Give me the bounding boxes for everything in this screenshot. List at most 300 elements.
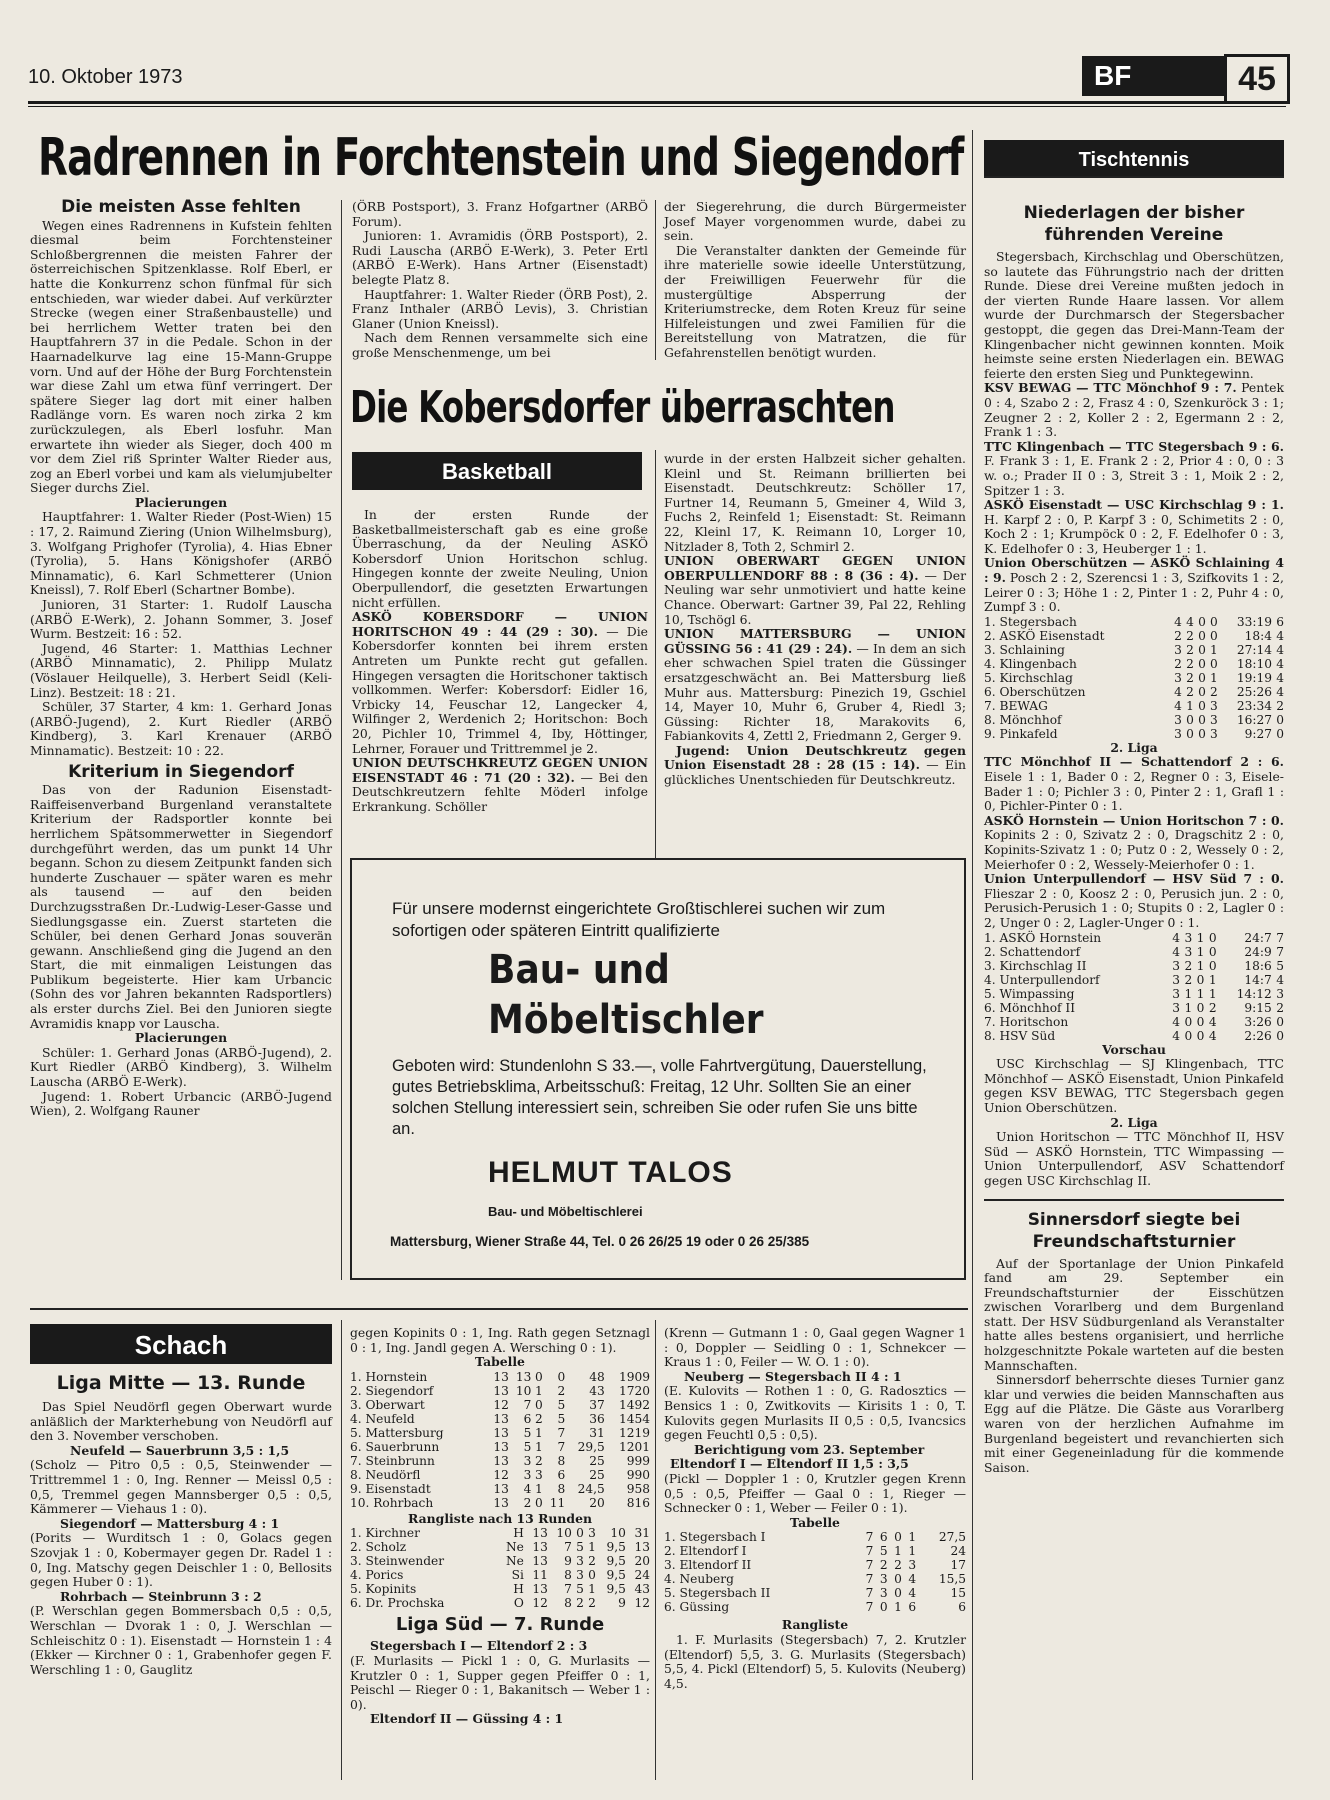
table-row xyxy=(350,1540,650,1554)
table-cell: 3 xyxy=(1174,712,1182,727)
table-cell: 6 xyxy=(908,1600,917,1615)
subhead-kriterium: Kriterium in Siegendorf xyxy=(68,761,294,782)
table-cell: 0 xyxy=(1186,726,1194,741)
table-cell: 4. Unterpullendorf xyxy=(984,972,1100,987)
liga-mitte-table xyxy=(350,1370,650,1510)
match-text: — Der Neuling war sehr unmotiviert und hatte keine Chance. Oberwart: Gartner 39, Pal 22, Rehling 10, Tschögl 6. xyxy=(664,567,966,627)
paper-logo: BF xyxy=(1082,56,1229,96)
table-cell: 1720 xyxy=(618,1383,650,1398)
table-cell: 3. Kirchschlag II xyxy=(984,958,1087,973)
match-text: Flieszar 2 : 0, Koosz 2 : 0, Perusich jun. 2 : 0, Perusich-Perusich 1 : 0; Stupits 0 : 2, Lagler 0 : 2, Unger 0 : 2, Lagler-Unger 0 : 1. xyxy=(984,885,1284,930)
table-cell: 2. Siegendorf xyxy=(350,1383,434,1398)
table-cell: 0 xyxy=(1208,958,1217,973)
table-row xyxy=(984,727,1284,741)
table-cell: 11 xyxy=(549,1495,566,1510)
table-cell: 15,5 xyxy=(938,1572,966,1587)
table-cell: 5 xyxy=(576,1582,584,1597)
table-cell: 13 xyxy=(532,1582,548,1597)
result-junioren: Junioren, 31 Starter: 1. Rudolf Lauscha (ARBÖ E-Werk), 2. Johann Sommer, 3. Josef Wurm. Bestzeit: 16 : 52. xyxy=(30,597,332,642)
table-row xyxy=(350,1496,650,1510)
table-cell: 9. Eisenstadt xyxy=(350,1481,431,1496)
table-cell: 12 xyxy=(493,1467,509,1482)
result-schueler-2: Schüler: 1. Gerhard Jonas (ARBÖ-Jugend), 2. Kurt Riedler (ARBÖ Kindberg), 3. Wilhelm Lauscha (ARBÖ E-Werk). xyxy=(30,1044,332,1090)
table-cell: O xyxy=(513,1596,524,1611)
table-cell: 17 xyxy=(950,1558,966,1573)
table-row xyxy=(664,1558,966,1572)
section-rule xyxy=(984,1199,1284,1201)
table-cell: 3 xyxy=(1210,712,1218,727)
table-cell: 2 xyxy=(1276,698,1284,713)
result-jugend: Jugend, 46 Starter: 1. Matthias Lechner (ARBÖ Minnamatic), 2. Philipp Mulatz (Vöslauer Heilquelle), 3. Herbert Seidl (Keli-Linz). Bestzeit: 18 : 21. xyxy=(30,640,332,700)
table-cell: 24:7 xyxy=(1244,930,1272,945)
match-text: (Scholz — Pitro 0,5 : 0,5, Steinwender — Trittremmel 1 : 0, Ing. Renner — Meissl 0,5 : 0,5, Tremmel gegen Mannsberger 0,5 : 0,5, Kämmerer — Viehaus 1 : 0). xyxy=(30,1457,332,1517)
rangliste-text: 1. F. Murlasits (Stegersbach) 7, 2. Krutzler (Eltendorf) 5,5, 3. G. Murlasits (Stegersbach) 5,5, 4. Pickl (Eltendorf) 5, 5. Kulovits (Neuberg) 4,5. xyxy=(664,1631,966,1691)
basketball-banner: Basketball xyxy=(352,452,642,490)
column-divider xyxy=(655,200,656,360)
match-heading: Union Oberschützen — ASKÖ Schlaining 4 : 9. xyxy=(984,555,1284,586)
basketball-column-2 xyxy=(664,452,966,788)
tischtennis-table xyxy=(984,615,1284,741)
table-cell: 24 xyxy=(950,1544,966,1559)
table-cell: 1201 xyxy=(618,1439,650,1454)
match-heading: Neufeld — Sauerbrunn 3,5 : 1,5 xyxy=(70,1442,290,1458)
match-text: (Krenn — Gutmann 1 : 0, Gaal gegen Wagner 1 : 0, Doppler — Seidling 0 : 1, Schnekcer — Kraus 1 : 0, Feiler — W. O. 1 : 0). xyxy=(664,1325,966,1370)
table-cell: 33:19 xyxy=(1236,614,1272,629)
table-cell: 9 xyxy=(564,1554,572,1569)
table-cell: 4 xyxy=(523,1481,532,1496)
table-row xyxy=(350,1526,650,1540)
table-cell: 1 xyxy=(1196,944,1205,959)
table-cell: 7 xyxy=(557,1425,566,1440)
paragraph: Junioren: 1. Avramidis (ÖRB Postsport), 2. Rudi Lauscha (ARBÖ E-Werk), 3. Peter Ertl (ARBÖ E-Werk). Hans Artner (Eisenstadt) belegte Platz 8. xyxy=(352,228,648,287)
liga-2-heading: 2. Liga xyxy=(1110,739,1158,755)
table-cell: 0 xyxy=(1198,698,1206,713)
table-cell: 9,5 xyxy=(606,1540,626,1555)
table-cell: 7 xyxy=(865,1572,874,1587)
table-cell: 0 xyxy=(1198,628,1206,643)
table-cell: 10 xyxy=(515,1383,532,1398)
table-cell: 43 xyxy=(634,1582,650,1597)
table-row xyxy=(984,657,1284,671)
table-row xyxy=(664,1572,966,1586)
table-cell: 1 xyxy=(1184,986,1193,1001)
placierungen-heading: Placierungen xyxy=(134,1030,228,1046)
column-divider xyxy=(655,1320,656,1780)
table-cell: 9,5 xyxy=(606,1568,626,1583)
table-cell: 0 xyxy=(1208,930,1217,945)
table-cell: 1. ASKÖ Hornstein xyxy=(984,930,1102,945)
paragraph: Auf der Sportanlage der Union Pinkafeld fand am 29. September ein Freundschaftsturnier der Eisschützen zwischen Vorarlberg und dem Burgenland statt. Der HSV Südburgenland als Veranstalter hatte alles bestens organisiert, und herrliche holzgeschnitzte Pokale warteten auf die besten Mannschaften. xyxy=(984,1255,1284,1373)
table-cell: 6 xyxy=(1276,614,1284,629)
table-cell: 5. Wimpassing xyxy=(984,986,1075,1001)
table-cell: 13 xyxy=(515,1369,532,1384)
table-cell: 0 xyxy=(1276,712,1284,727)
schach-rule xyxy=(30,1308,968,1310)
table-cell: 2 xyxy=(1184,958,1193,973)
table-cell: 0 xyxy=(1196,1000,1205,1015)
schach-column-3 xyxy=(664,1326,966,1691)
table-cell: 4 xyxy=(908,1572,917,1587)
table-cell: 2 xyxy=(1210,684,1218,699)
table-cell: 9:15 xyxy=(1244,1000,1272,1015)
table-cell: 5. Mattersburg xyxy=(350,1425,444,1440)
match-text: (Pickl — Doppler 1 : 0, Krutzler gegen Krenn 0,5 : 0,5, Pfeiffer — Gaal 0 : 1, Rieger — Schnecker 0 : 1, Weber — Feiler 0 : 1). xyxy=(664,1470,966,1516)
match-text: (E. Kulovits — Rothen 1 : 0, G. Radosztics — Bensics 1 : 0, Zwitkovits — Kirisits 1 : 0, T. Kulovits gegen Murlasits II 0,5 : 0,5, Ivancsics gegen Feuchtl 0,5 : 0,5). xyxy=(664,1383,966,1443)
header-rule xyxy=(28,101,1286,104)
table-cell: 36 xyxy=(589,1411,605,1426)
table-cell: 0 xyxy=(1276,726,1284,741)
match-text: F. Frank 3 : 1, E. Frank 2 : 2, Prior 4 : 0, 0 : 3 w. o.; Prader II 0 : 3, Streit 3 : 1, Moik 2 : 2, Spitzer 1 : 3. xyxy=(984,453,1284,498)
table-cell: 1 xyxy=(908,1530,917,1545)
table-cell: 3 xyxy=(1276,986,1284,1001)
table-cell: 2 xyxy=(1186,628,1194,643)
table-cell: 4 xyxy=(1174,684,1182,699)
table-cell: 1 xyxy=(534,1481,543,1496)
table-cell: 1 xyxy=(588,1540,596,1555)
table-cell: 5. Kopinits xyxy=(350,1582,417,1597)
table-row xyxy=(350,1482,650,1496)
table-cell: 1 xyxy=(1186,698,1194,713)
table-cell: 27:14 xyxy=(1236,642,1272,657)
table-cell: 4. Neuberg xyxy=(664,1572,734,1587)
table-cell: 1 xyxy=(588,1582,596,1597)
table-row xyxy=(350,1568,650,1582)
table-cell: 1492 xyxy=(618,1397,650,1412)
match-heading: Union Unterpullendorf — HSV Süd 7 : 0. xyxy=(984,871,1284,887)
table-cell: 0 xyxy=(1184,1014,1193,1029)
table-cell: 958 xyxy=(626,1481,650,1496)
table-cell: 6. Sauerbrunn xyxy=(350,1439,440,1454)
table-cell: 3 xyxy=(1172,972,1181,987)
liga-sued-table xyxy=(664,1530,966,1614)
ad-intro: Für unsere modernst eingerichtete Großtischlerei suchen wir zum sofortigen oder späteren Eintritt qualifizierte xyxy=(392,899,886,940)
match-heading: Rohrbach — Steinbrunn 3 : 2 xyxy=(60,1588,262,1604)
table-cell: 4 xyxy=(1172,1014,1181,1029)
paragraph: Die Veranstalter dankten der Gemeinde für ihre materielle sowie ideelle Unterstützung, der Freiwilligen Feuerwehr für die mustergültige Absperrung der Kriteriumstrecke, dem Roten Kreuz für seine Hilfeleistungen und zwei Familien für die Bereitstellung von Matratzen, die für Gefahrenstellen benötigt wurden. xyxy=(664,242,966,360)
table-cell: 25:26 xyxy=(1236,684,1272,699)
table-cell: 24 xyxy=(634,1568,650,1583)
table-cell: 13 xyxy=(634,1540,650,1555)
table-cell: 13 xyxy=(493,1369,509,1384)
table-cell: 12 xyxy=(493,1397,509,1412)
table-row xyxy=(984,973,1284,987)
table-cell: 3:26 xyxy=(1244,1014,1272,1029)
table-cell: 0 xyxy=(1210,656,1218,671)
table-cell: 7. Steinbrunn xyxy=(350,1453,435,1468)
match-heading: Eltendorf I — Eltendorf II 1,5 : 3,5 xyxy=(670,1456,909,1472)
header-rule-thin xyxy=(28,106,1286,107)
table-cell: 4 xyxy=(1276,642,1284,657)
ad-company: HELMUT TALOS xyxy=(488,1156,733,1189)
issue-date: 10. Oktober 1973 xyxy=(28,66,183,88)
table-cell: 9 xyxy=(618,1596,626,1611)
table-cell: 16:27 xyxy=(1236,712,1272,727)
table-cell: 9. Pinkafeld xyxy=(984,726,1058,741)
tischtennis-headline: Niederlagen der bisher führenden Vereine xyxy=(1023,203,1245,245)
table-row xyxy=(350,1370,650,1384)
table-cell: 25 xyxy=(589,1467,605,1482)
table-row xyxy=(350,1454,650,1468)
table-cell: 2 xyxy=(534,1411,543,1426)
table-cell: 13 xyxy=(532,1526,548,1541)
column-divider xyxy=(972,130,973,1780)
table-row xyxy=(984,945,1284,959)
table-cell: 0 xyxy=(1198,656,1206,671)
match-heading: UNION DEUTSCHKREUTZ GEGEN UNION EISENSTADT 46 : 71 (20 : 32). xyxy=(352,755,648,785)
table-cell: 37 xyxy=(589,1397,605,1412)
table-row xyxy=(664,1544,966,1558)
main-headline: Radrennen in Forchtenstein und Siegendorf xyxy=(38,128,964,188)
table-cell: 0 xyxy=(1208,944,1217,959)
table-cell: 1 xyxy=(534,1383,543,1398)
table-cell: 1219 xyxy=(618,1425,650,1440)
table-cell: 0 xyxy=(894,1586,902,1601)
table-cell: 18:10 xyxy=(1236,656,1272,671)
table-cell: 3 xyxy=(1184,944,1193,959)
table-cell: 29,5 xyxy=(577,1439,605,1454)
match-heading: Siegendorf — Mattersburg 4 : 1 xyxy=(60,1515,280,1531)
table-cell: 3 xyxy=(1174,670,1182,685)
match-heading: KSV BEWAG — TTC Mönchhof 9 : 7. xyxy=(984,380,1237,396)
table-cell: 4 xyxy=(1276,972,1284,987)
table-cell: 6 xyxy=(523,1411,532,1426)
table-cell: 4 xyxy=(1276,684,1284,699)
table-cell: 5 xyxy=(557,1411,566,1426)
table-cell: 2 xyxy=(1186,642,1194,657)
table-cell: 2 xyxy=(1276,1000,1284,1015)
match-heading: TTC Klingenbach — TTC Stegersbach 9 : 6. xyxy=(984,438,1284,454)
paragraph: USC Kirchschlag — SJ Klingenbach, TTC Mönchhof — ASKÖ Eisenstadt, Union Pinkafeld gegen KSV BEWAG, TTC Stegersbach gegen Union Oberschützen. xyxy=(984,1056,1284,1115)
table-cell: 19:19 xyxy=(1236,670,1272,685)
table-cell: 0 xyxy=(1196,1028,1205,1043)
table-cell: 3 xyxy=(908,1558,917,1573)
ad-title-line1: Bau- und xyxy=(488,947,670,993)
table-cell: 6. Mönchhof II xyxy=(984,1000,1076,1015)
table-cell: 13 xyxy=(493,1481,509,1496)
paragraph: Das von der Radunion Eisenstadt-Raiffeisenverband Burgenland veranstaltete Kriterium der Radsportler konnte bei herrlichem Spätsommerwetter in Siegendorf durchgeführt werden, das um punkt 14 Uhr begann. Schon zu diesem Zeitpunkt fanden sich hunderte Zuschauer — später waren es mehr als tausend — auf den beiden Durchzugsstraßen Dr.-Ludwig-Leser-Gasse und Siedlungsgasse ein. Zuerst starteten die Schüler, bei denen Gerhard Jonas souverän gewann. Anschließend ging die Jugend an den Start, die mit einmaligen Leistungen das Publikum begeisterte. Hier kam Urbancic (Sohn des vor Jahren bekannten Radsportlers) als erster durchs Ziel. Bei den Junioren siegte Avramidis knapp vor Lauscha. xyxy=(30,782,332,1031)
table-cell: 3. Eltendorf II xyxy=(664,1558,752,1573)
table-row xyxy=(350,1440,650,1454)
table-row xyxy=(350,1426,650,1440)
table-cell: 2 xyxy=(1174,656,1182,671)
table-cell: 0 xyxy=(576,1526,584,1541)
table-row xyxy=(984,699,1284,713)
table-cell: 4 xyxy=(1174,614,1182,629)
table-cell: 43 xyxy=(589,1383,605,1398)
table-cell: 1 xyxy=(1196,986,1205,1001)
table-cell: 1. Hornstein xyxy=(350,1369,428,1384)
match-text: (F. Murlasits — Pickl 1 : 0, G. Murlasits — Krutzler 0 : 1, Supper gegen Pfeiffer 0 : 1, Peischl — Rieger 0 : 1, Bakanitsch — Weber 1 : 0). xyxy=(350,1652,650,1712)
table-cell: 3 xyxy=(523,1467,532,1482)
table-cell: 31 xyxy=(589,1425,605,1440)
table-cell: 1909 xyxy=(618,1369,650,1384)
table-cell: 11 xyxy=(532,1568,548,1583)
table-cell: 13 xyxy=(493,1411,509,1426)
table-row xyxy=(350,1468,650,1482)
table-cell: 2 xyxy=(1186,684,1194,699)
table-cell: 3. Oberwart xyxy=(350,1397,425,1412)
table-cell: 12 xyxy=(532,1596,548,1611)
table-row xyxy=(350,1412,650,1426)
table-cell: 7 xyxy=(865,1558,874,1573)
schach-column-2 xyxy=(350,1326,650,1727)
tischtennis-column xyxy=(984,200,1284,1475)
table-cell: 1 xyxy=(1210,670,1218,685)
table-cell: 10 xyxy=(556,1526,572,1541)
schach-column-1 xyxy=(30,1372,332,1677)
table-cell: 18:6 xyxy=(1244,958,1272,973)
table-cell: 7 xyxy=(865,1586,874,1601)
table-cell: 0 xyxy=(1210,628,1218,643)
banner-underline xyxy=(984,176,1284,186)
table-row xyxy=(350,1384,650,1398)
table-title: Tabelle xyxy=(790,1514,840,1530)
paragraph: Hauptfahrer: 1. Walter Rieder (ÖRB Post), 2. Franz Inthaler (ARBÖ Levis), 3. Christian Glaner (Union Kneissl). xyxy=(352,286,648,331)
match-text: (P. Werschlan gegen Bommersbach 0,5 : 0,5, Werschlan — Dvorak 1 : 0, J. Werschlan — Schleischitz 0 : 1). Eisenstadt — Hornstein 1 : 4 (Ekker — Kirchner 0 : 1, Grabenhofer gegen F. Werschling 1 : 0, Gauglitz xyxy=(30,1603,332,1677)
paragraph: gegen Kopinits 0 : 1, Ing. Rath gegen Setznagl 0 : 1, Ing. Jandl gegen A. Wersching 0 : 1). xyxy=(350,1325,650,1355)
table-cell: 7 xyxy=(865,1544,874,1559)
table-cell: 6 xyxy=(879,1530,888,1545)
ad-body: Geboten wird: Stundenlohn S 33.—, volle Fahrtvergütung, Dauerstellung, gutes Betriebsklima, Arbeitsschuß: Freitag, 12 Uhr. Sollten Sie an einer solchen Stellung interessiert sein, schreiben Sie oder rufen Sie uns bitte an. xyxy=(392,1057,927,1138)
table-cell: 12 xyxy=(634,1596,650,1611)
table-cell: 8 xyxy=(564,1568,572,1583)
match-heading: Jugend: Union Deutschkreutz gegen Union Eisenstadt 28 : 28 (15 : 14). xyxy=(664,742,966,773)
match-text: — In dem an sich eher schwachen Spiel traten die Güssinger ersatzgeschwächt an. Bei Mattersburg ließ Muhr aus. Mattersburg: Pinezich 19, Gschiel 14, Mayer 10, Muhr 6, Gruber 4, Riedl 3; Güssing: Richter 18, Marakovits 6, Fabiankovits 4, Zettl 2, Friedmann 2, Gerger 9. xyxy=(664,640,966,744)
column-divider xyxy=(341,1320,342,1780)
table-cell: 2 xyxy=(1208,1000,1217,1015)
table-cell: 4 xyxy=(1186,614,1194,629)
table-cell: 6 xyxy=(958,1600,966,1615)
table-cell: 0 xyxy=(588,1568,596,1583)
table-cell: 3 xyxy=(588,1526,596,1541)
table-cell: 0 xyxy=(879,1600,888,1615)
table-cell: 2. Eltendorf I xyxy=(664,1544,747,1559)
table-cell: 1 xyxy=(1208,972,1217,987)
table-cell: 5 xyxy=(576,1540,584,1555)
match-heading: ASKÖ KOBERSDORF — UNION HORITSCHON 49 : 44 (29 : 30). xyxy=(352,609,648,639)
table-cell: 8. HSV Süd xyxy=(984,1028,1056,1043)
match-heading: ASKÖ Eisenstadt — USC Kirchschlag 9 : 1. xyxy=(984,497,1284,513)
table-cell: 2 xyxy=(588,1554,596,1569)
table-cell: 816 xyxy=(626,1495,650,1510)
table-cell: 3. Steinwender xyxy=(350,1554,445,1569)
table-cell: 1 xyxy=(534,1439,543,1454)
table-cell: 31 xyxy=(634,1526,650,1541)
table-cell: 0 xyxy=(1276,1028,1284,1043)
table-cell: 1 xyxy=(894,1600,902,1615)
paragraph: Wegen eines Radrennens in Kufstein fehlten diesmal beim Forchtensteiner Schloßbergrennen die meisten Fahrer der österreichischen Spitzenklasse. Rolf Eberl, er hatte die Konkurrenz schon fünfmal für sich entschieden, war wieder dabei. Auf verkürzter Strecke (wegen einer Straßenbaustelle) und bei herrlichem Wetter traten bei den Hauptfahrern 37 in die Pedale. Schon in der Haarnadelkurve lag eine 15-Mann-Gruppe vorn. Und auf der Höhe der Burg Forchtenstein war diese Zahl um etwa fünf verringert. Der spätere Sieger lag dort mit einer halben Radlänge vorn. Es waren noch zirka 2 km zurückzulegen, als Eberl losfuhr. Man erwartete ihn wieder als Sieger, doch 400 m vor dem Ziel riß Sprinter Walter Rieder aus, zog an Eberl vorbei und kam als vielumjubelter Sieger durchs Ziel. xyxy=(30,217,332,496)
table-cell: 0 xyxy=(1184,1028,1193,1043)
table-cell: 18:4 xyxy=(1244,628,1272,643)
table-cell: 48 xyxy=(589,1369,605,1384)
match-heading: Neuberg — Stegersbach II 4 : 1 xyxy=(684,1368,902,1384)
table-cell: 3 xyxy=(879,1586,888,1601)
table-row xyxy=(984,643,1284,657)
table-cell: 3 xyxy=(1174,642,1182,657)
table-cell: 7 xyxy=(564,1540,572,1555)
match-heading: UNION MATTERSBURG — UNION GÜSSING 56 : 41 (29 : 24). xyxy=(664,626,966,656)
table-cell: 4 xyxy=(1276,628,1284,643)
table-cell: 0 xyxy=(534,1369,543,1384)
radrennen-column-2 xyxy=(352,200,648,361)
table-cell: Ne xyxy=(505,1540,524,1555)
table-cell: 7 xyxy=(865,1530,874,1545)
table-cell: 1 xyxy=(1184,1000,1193,1015)
table-cell: 0 xyxy=(1198,642,1206,657)
liga-sued-heading: Liga Süd — 7. Runde xyxy=(395,1614,605,1636)
table-row xyxy=(984,629,1284,643)
table-cell: 1 xyxy=(1208,986,1217,1001)
result-hauptfahrer: Hauptfahrer: 1. Walter Rieder (Post-Wien) 15 : 17, 2. Raimund Ziering (Union Wilhelmsburg), 3. Wolfgang Prighofer (Tyrolia), 4. Hias Ebner (Tyrolia), 5. Hans Königshofer (ARBÖ Minnamatic), 6. Karl Schmetterer (Union Kneissl), 7. Rolf Eberl (Schartner Bombe). xyxy=(30,509,332,598)
result-schueler: Schüler, 37 Starter, 4 km: 1. Gerhard Jonas (ARBÖ-Jugend), 2. Kurt Riedler (ARBÖ Kindberg), 3. Karl Krenauer (ARBÖ Minnamatic). Bestzeit: 10 : 22. xyxy=(30,699,332,758)
table-cell: 3 xyxy=(576,1568,584,1583)
table-cell: 13 xyxy=(532,1540,548,1555)
table-cell: 13 xyxy=(493,1383,509,1398)
table-cell: 5 xyxy=(879,1544,888,1559)
match-text: (Porits — Wurditsch 1 : 0, Golacs gegen Szovjak 1 : 0, Kobermayer gegen Dr. Radel 1 : 0, Ing. Matschy gegen Deischler 1 : 0, Bellosits gegen Huber 0 : 1). xyxy=(30,1530,332,1590)
placierungen-heading: Placierungen xyxy=(134,494,228,510)
table-row xyxy=(984,1001,1284,1015)
table-cell: 5 xyxy=(523,1439,532,1454)
table-cell: 4 xyxy=(1174,698,1182,713)
table-cell: 8. Mönchhof xyxy=(984,712,1062,727)
table-row xyxy=(664,1586,966,1600)
table-cell: 0 xyxy=(1196,1014,1205,1029)
table-cell: 1. Kirchner xyxy=(350,1526,420,1541)
column-divider xyxy=(655,450,656,860)
table-cell: 2 xyxy=(534,1453,543,1468)
table-cell: 0 xyxy=(894,1572,902,1587)
table-row xyxy=(984,1015,1284,1029)
table-cell: 3 xyxy=(1172,986,1181,1001)
table-cell: 5. Stegersbach II xyxy=(664,1586,771,1601)
table-cell: 5 xyxy=(523,1425,532,1440)
table-cell: 6. Oberschützen xyxy=(984,684,1086,699)
basketball-headline: Die Kobersdorfer überraschten xyxy=(350,382,895,433)
match-text: Eisele 1 : 1, Bader 0 : 2, Regner 0 : 3, Eisele-Bader 1 : 0; Pichler 3 : 0, Pinter 2 : 1, Grafl 1 : 0, Pichler-Pinter 0 : 1. xyxy=(984,769,1284,814)
table-cell: 0 xyxy=(534,1495,543,1510)
table-cell: 2 xyxy=(879,1558,888,1573)
table-cell: 2 xyxy=(1174,628,1182,643)
match-heading: Eltendorf II — Güssing 4 : 1 xyxy=(370,1711,564,1727)
match-text: Kopinits 2 : 0, Szivatz 2 : 0, Dragschitz 2 : 0, Kopinits-Szivatz 1 : 0; Putz 0 : 2, Wessely 0 : 2, Meierhofer 0 : 2, Wessely-Meierhofer 0 : 1. xyxy=(984,827,1284,872)
table-cell: 24,5 xyxy=(577,1481,605,1496)
table-cell: 4 xyxy=(1172,1028,1181,1043)
sinnersdorf-headline: Sinnersdorf siegte bei Freundschaftsturnier xyxy=(1027,1209,1241,1252)
table-cell: 0 xyxy=(1198,726,1206,741)
table-cell: 0 xyxy=(557,1369,566,1384)
table-cell: 3 xyxy=(576,1554,584,1569)
ad-company-sub: Bau- und Möbeltischlerei xyxy=(488,1204,643,1219)
table-cell: 2 xyxy=(1184,972,1193,987)
match-text: Pentek 0 : 4, Szabo 2 : 2, Frasz 4 : 0, Szenkuröck 3 : 1; Zeugner 2 : 2, Koller 2 : 2, Egermann 2 : 2, Frank 1 : 3. xyxy=(984,380,1284,440)
table-row xyxy=(350,1554,650,1568)
table-cell: 1 xyxy=(1196,930,1205,945)
table-cell: 27,5 xyxy=(938,1530,966,1545)
table-cell: 4 xyxy=(908,1586,917,1601)
table-row xyxy=(664,1600,966,1614)
ad-title-line2: Möbeltischler xyxy=(488,997,764,1043)
table-cell: 7 xyxy=(523,1397,532,1412)
result-jugend-2: Jugend: 1. Robert Urbancic (ARBÖ-Jugend Wien), 2. Wolfgang Rauner xyxy=(30,1088,332,1119)
table-cell: 0 xyxy=(894,1530,902,1545)
table-cell: 7 xyxy=(557,1439,566,1454)
table-cell: 20 xyxy=(634,1554,650,1569)
table-cell: 3. Schlaining xyxy=(984,642,1065,657)
table-cell: Si xyxy=(511,1568,524,1583)
table-cell: 2:26 xyxy=(1244,1028,1272,1043)
table-cell: 0 xyxy=(534,1397,543,1412)
